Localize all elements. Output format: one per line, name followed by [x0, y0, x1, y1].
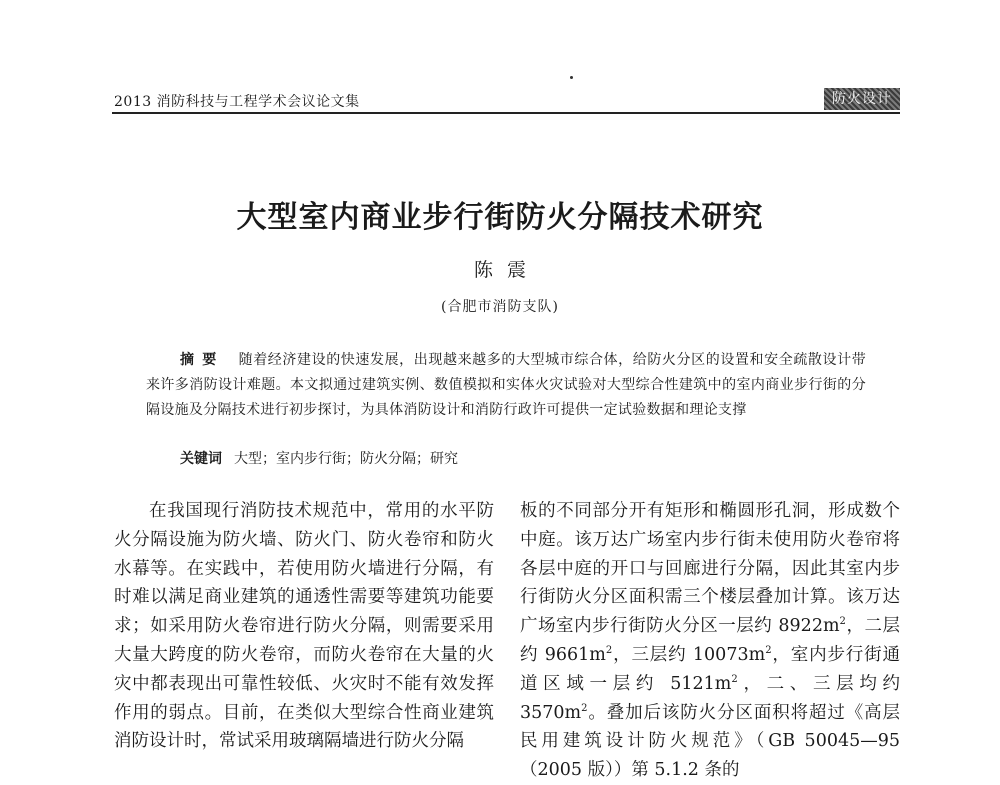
author-affiliation: (合肥市消防支队): [441, 299, 559, 315]
scan-speck: [570, 76, 573, 79]
author-name: 陈震: [473, 259, 540, 281]
body-column-right: [520, 497, 900, 785]
body-column-left: [114, 497, 494, 756]
running-header: [112, 88, 900, 114]
keywords-block: [180, 448, 458, 468]
superscript: 2: [839, 616, 846, 628]
superscript: 2: [731, 673, 738, 685]
superscript: 2: [765, 644, 772, 656]
journal-name: 2013 消防科技与工程学术会议论文集: [114, 94, 360, 110]
superscript: 2: [605, 644, 613, 656]
abstract-block: [146, 348, 866, 423]
paper-title: 大型室内商业步行街防火分隔技术研究: [236, 200, 764, 235]
keywords-text: 大型；室内步行街；防火分隔；研究: [234, 451, 458, 467]
body-paragraph: 在我国现行消防技术规范中，常用的水平防火分隔设施为防火墙、防火门、防火卷帘和防火水幕等。在实践中，若使用防火墙进行分隔，有时难以满足商业建筑的通透性需要等建筑功能要求；如采用防火卷帘进行防火分隔，则需要采用大量大跨度的防火卷帘，而防火卷帘在大量的火灾中都表现出可靠性较低、火灾时不能有效发挥作用的弱点。目前，在类似大型综合性商业建筑消防设计时，常试采用玻璃隔墙进行防火分隔: [114, 501, 494, 752]
section-tag: 防火设计: [824, 88, 900, 110]
abstract-text: 随着经济建设的快速发展，出现越来越多的大型城市综合体，给防火分区的设置和安全疏散设计带来许多消防设计难题。本文拟通过建筑实例、数值模拟和实体火灾试验对大型综合性建筑中的室内商业步行街的分隔设施及分隔技术进行初步探讨，为具体消防设计和消防行政许可提供一定试验数据和理论支撑: [146, 352, 867, 418]
superscript: 2: [581, 702, 588, 714]
abstract-label: 摘要: [180, 352, 225, 368]
body-paragraph-continued: 板的不同部分开有矩形和椭圆形孔洞，形成数个中庭。该万达广场室内步行街未使用防火卷帘将各层中庭的开口与回廊进行分隔，因此其室内步行街防火分区面积需三个楼层叠加计算。该万达广场室内步行街防火分区一层约 $8922m^2$，二层约 $9661m^2$，三层约 $10073m^2$，室内步行街通道区域一层约 $5121m^2$，二、三层均约 $3570m^2$。叠加后该防火分区面积将超过《高层民用建筑设计防火规范》（GB 50045—95（2005 版））第 5.1.2 条的: [520, 501, 900, 781]
keywords-label: 关键词: [180, 451, 222, 467]
